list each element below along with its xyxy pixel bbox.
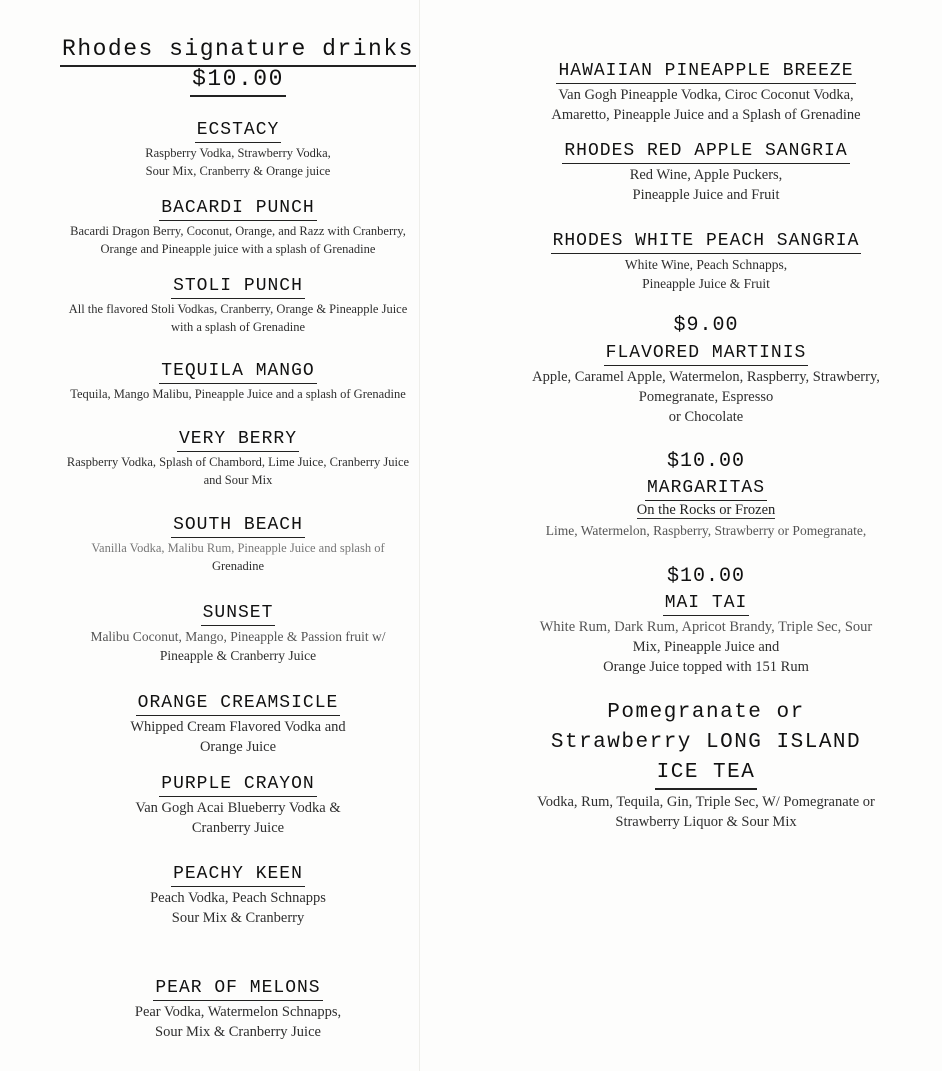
drink-description: Whipped Cream Flavored Vodka and Orange Juice [130, 719, 346, 755]
drink-description: Red Wine, Apple Puckers, Pineapple Juice and Fruit [629, 167, 783, 203]
drink-name: RHODES RED APPLE SANGRIA [506, 140, 906, 164]
drink-item [38, 360, 438, 403]
drink-name: VERY BERRY [38, 428, 438, 452]
drink-description: Bacardi Dragon Berry, Coconut, Orange, and Razz with Cranberry, Orange and Pineapple juice with a splash of Grenadine [70, 224, 406, 256]
drink-description: Peach Vodka, Peach Schnapps Sour Mix & Cranberry [150, 890, 326, 926]
drink-description: Lime, Watermelon, Raspberry, Strawberry or Pomegranate, [545, 523, 867, 538]
drink-name: TEQUILA MANGO [38, 360, 438, 384]
drink-item [38, 773, 438, 838]
drink-name: Strawberry LONG ISLAND [550, 731, 862, 754]
section-price: $9.00 [673, 314, 739, 337]
drink-subtitle: On the Rocks or Frozen [636, 502, 776, 518]
drink-name: MARGARITAS [506, 477, 906, 501]
drink-item [506, 140, 906, 205]
section-price: $10.00 [666, 450, 745, 473]
drink-description: Van Gogh Acai Blueberry Vodka & Cranberry Juice [135, 800, 341, 836]
drink-item [38, 514, 438, 575]
drink-item [38, 119, 438, 180]
section-price: $10.00 [38, 64, 438, 97]
drink-description: Apple, Caramel Apple, Watermelon, Raspberry, Strawberry, Pomegranate, Espresso or Chocolate [532, 369, 880, 425]
drink-name: PURPLE CRAYON [38, 773, 438, 797]
drink-item [38, 863, 438, 928]
drink-description: Pear Vodka, Watermelon Schnapps, Sour Mix & Cranberry Juice [134, 1004, 342, 1040]
drink-name: ICE TEA [506, 758, 906, 790]
drink-name: SUNSET [38, 602, 438, 626]
drink-description: Raspberry Vodka, Strawberry Vodka, Sour Mix, Cranberry & Orange juice [145, 146, 331, 178]
drink-item [38, 197, 438, 258]
drink-name: HAWAIIAN PINEAPPLE BREEZE [506, 60, 906, 84]
drink-name: PEAR OF MELONS [38, 977, 438, 1001]
drink-description: Vodka, Rum, Tequila, Gin, Triple Sec, W/ Pomegranate or Strawberry Liquor & Sour Mix [537, 794, 875, 830]
drink-description: Tequila, Mango Malibu, Pineapple Juice and a splash of Grenadine [70, 387, 406, 401]
drink-item [38, 428, 438, 489]
drink-name: ECSTACY [38, 119, 438, 143]
drink-item [38, 692, 438, 757]
drink-name: STOLI PUNCH [38, 275, 438, 299]
drink-item [506, 451, 906, 540]
drink-description: Malibu Coconut, Mango, Pineapple & Passion fruit w/ Pineapple & Cranberry Juice [90, 629, 386, 663]
drink-name: SOUTH BEACH [38, 514, 438, 538]
drink-description: Raspberry Vodka, Splash of Chambord, Lime Juice, Cranberry Juice and Sour Mix [66, 455, 410, 487]
drink-item [38, 977, 438, 1042]
drink-name: ORANGE CREAMSICLE [38, 692, 438, 716]
drink-name: RHODES WHITE PEACH SANGRIA [506, 230, 906, 254]
drink-description: Van Gogh Pineapple Vodka, Ciroc Coconut Vodka, Amaretto, Pineapple Juice and a Splash of Grenadine [551, 87, 861, 123]
drink-item [506, 698, 906, 832]
drink-description: All the flavored Stoli Vodkas, Cranberry, Orange & Pineapple Juice with a splash of Grenadine [68, 302, 408, 334]
drink-item [38, 275, 438, 336]
drink-name: BACARDI PUNCH [38, 197, 438, 221]
drink-name: Pomegranate or [607, 701, 805, 724]
section-title: Rhodes signature drinks [38, 34, 438, 67]
drink-name: FLAVORED MARTINIS [506, 342, 906, 366]
drink-item [506, 60, 906, 125]
drink-name: MAI TAI [506, 592, 906, 616]
drink-item [506, 230, 906, 293]
drink-item [38, 602, 438, 665]
drink-description: White Wine, Peach Schnapps, Pineapple Juice & Fruit [624, 257, 788, 291]
section-price: $10.00 [666, 565, 745, 588]
drink-name: PEACHY KEEN [38, 863, 438, 887]
drink-item [506, 566, 906, 677]
drink-description: White Rum, Dark Rum, Apricot Brandy, Triple Sec, Sour Mix, Pineapple Juice and Orange Juice topped with 151 Rum [539, 619, 873, 675]
drink-description: Vanilla Vodka, Malibu Rum, Pineapple Juice and splash of Grenadine [91, 541, 385, 573]
drink-item [506, 315, 906, 427]
